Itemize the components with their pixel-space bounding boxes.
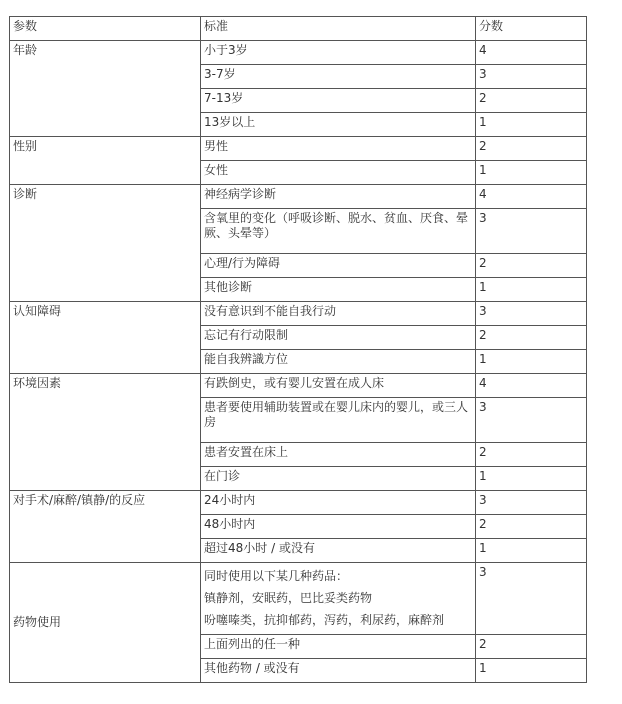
standard-cell: 女性 bbox=[201, 161, 476, 185]
score-cell: 4 bbox=[476, 185, 587, 209]
score-cell: 4 bbox=[476, 41, 587, 65]
score-cell: 2 bbox=[476, 254, 587, 278]
param-age: 年龄 bbox=[10, 41, 201, 137]
standard-cell: 在门诊 bbox=[201, 467, 476, 491]
medication-line-3: 吩噻嗪类，抗抑郁药，泻药，利尿药，麻醉剂 bbox=[204, 613, 445, 627]
standard-cell: 忘记有行动限制 bbox=[201, 326, 476, 350]
score-cell: 1 bbox=[476, 278, 587, 302]
score-cell: 3 bbox=[476, 209, 587, 254]
standard-cell: 神经病学诊断 bbox=[201, 185, 476, 209]
score-cell: 1 bbox=[476, 350, 587, 374]
param-medication bbox=[10, 563, 201, 683]
score-cell: 3 bbox=[476, 491, 587, 515]
standard-cell: 上面列出的任一种 bbox=[201, 635, 476, 659]
score-cell: 2 bbox=[476, 137, 587, 161]
standard-cell: 含氧里的变化（呼吸诊断、脱水、贫血、厌食、晕厥、头晕等） bbox=[201, 209, 476, 254]
score-cell: 3 bbox=[476, 563, 587, 635]
score-cell: 1 bbox=[476, 467, 587, 491]
score-cell: 2 bbox=[476, 326, 587, 350]
table-row bbox=[10, 374, 587, 398]
medication-line-2: 镇静剂，安眠药，巴比妥类药物 bbox=[204, 591, 373, 605]
standard-cell: 其他药物 / 或没有 bbox=[201, 659, 476, 683]
standard-cell: 48小时内 bbox=[201, 515, 476, 539]
score-cell: 2 bbox=[476, 515, 587, 539]
param-surgery: 对手术/麻醉/镇静/的反应 bbox=[10, 491, 201, 563]
table-row bbox=[10, 491, 587, 515]
table-row bbox=[10, 302, 587, 326]
param-cognitive: 认知障碍 bbox=[10, 302, 201, 374]
table-row bbox=[10, 41, 587, 65]
standard-cell: 没有意识到不能自我行动 bbox=[201, 302, 476, 326]
score-cell: 1 bbox=[476, 161, 587, 185]
standard-cell: 超过48小时 / 或没有 bbox=[201, 539, 476, 563]
score-cell: 4 bbox=[476, 374, 587, 398]
standard-cell: 7-13岁 bbox=[201, 89, 476, 113]
header-score: 分数 bbox=[476, 17, 587, 41]
standard-cell: 其他诊断 bbox=[201, 278, 476, 302]
table-row bbox=[10, 185, 587, 209]
standard-cell: 男性 bbox=[201, 137, 476, 161]
standard-cell: 患者安置在床上 bbox=[201, 443, 476, 467]
header-row bbox=[10, 17, 587, 41]
score-cell: 2 bbox=[476, 89, 587, 113]
table-row bbox=[10, 563, 587, 635]
standard-cell: 小于3岁 bbox=[201, 41, 476, 65]
standard-cell: 能自我辨識方位 bbox=[201, 350, 476, 374]
score-cell: 1 bbox=[476, 113, 587, 137]
header-param: 参数 bbox=[10, 17, 201, 41]
standard-cell: 心理/行为障碍 bbox=[201, 254, 476, 278]
param-gender: 性别 bbox=[10, 137, 201, 185]
score-cell: 3 bbox=[476, 398, 587, 443]
header-standard: 标准 bbox=[201, 17, 476, 41]
standard-cell: 患者要使用辅助装置或在婴儿床内的婴儿，或三人房 bbox=[201, 398, 476, 443]
param-environment: 环境因素 bbox=[10, 374, 201, 491]
param-medication-label: 药物使用 bbox=[13, 614, 62, 629]
score-cell: 2 bbox=[476, 443, 587, 467]
standard-cell: 13岁以上 bbox=[201, 113, 476, 137]
score-cell: 3 bbox=[476, 65, 587, 89]
standard-cell: 有跌倒史，或有婴儿安置在成人床 bbox=[201, 374, 476, 398]
standard-cell bbox=[201, 563, 476, 635]
score-cell: 1 bbox=[476, 539, 587, 563]
standard-cell: 3-7岁 bbox=[201, 65, 476, 89]
standard-cell: 24小时内 bbox=[201, 491, 476, 515]
score-cell: 3 bbox=[476, 302, 587, 326]
score-cell: 2 bbox=[476, 635, 587, 659]
param-diagnosis: 诊断 bbox=[10, 185, 201, 302]
table-row bbox=[10, 137, 587, 161]
score-cell: 1 bbox=[476, 659, 587, 683]
fall-risk-table bbox=[9, 16, 587, 683]
medication-line-1: 同时使用以下某几种药品： bbox=[204, 569, 349, 583]
